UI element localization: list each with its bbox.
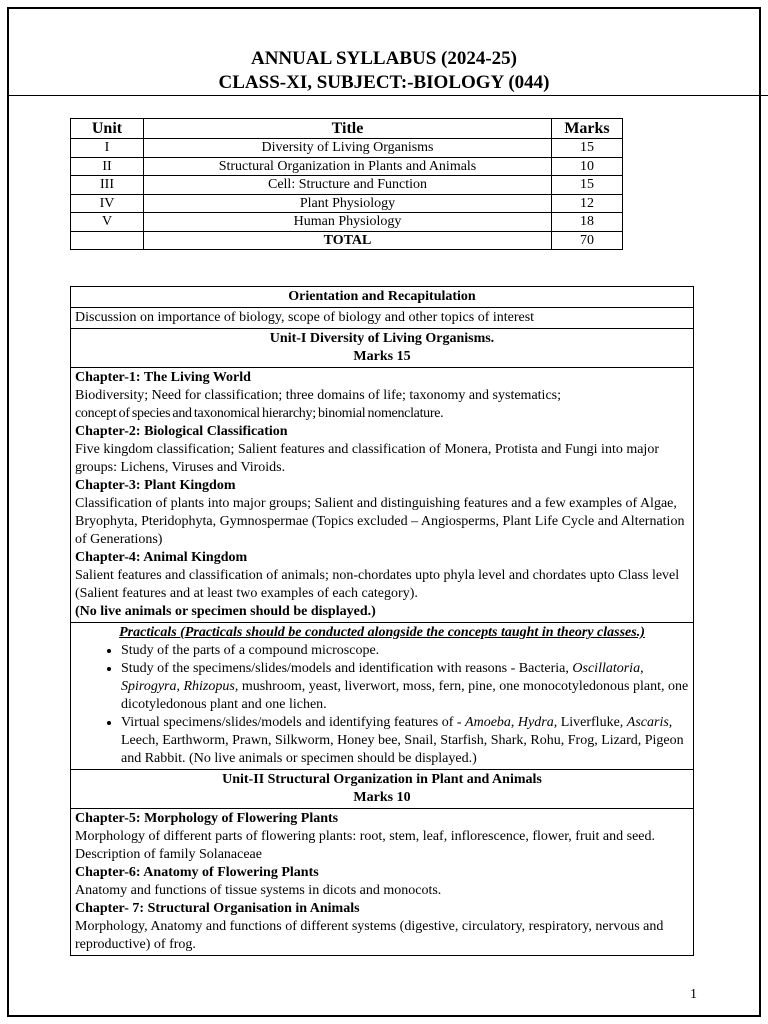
title-cell: Human Physiology	[144, 213, 552, 232]
item-text: , mushroom, yeast, liverwort, moss, fern, pine, one monocotyledonous plant, one dicotyledonous plant and one lichen.	[121, 679, 689, 712]
table-row	[71, 194, 623, 213]
item-text: , Liverfluke,	[553, 715, 627, 730]
table-header-row	[71, 119, 623, 139]
chapter-title: Chapter-6: Anatomy of Flowering Plants	[75, 865, 319, 880]
chapter-text: Anatomy and functions of tissue systems in dicots and monocots.	[75, 883, 442, 898]
unit-content	[71, 367, 693, 622]
total-label: TOTAL	[144, 231, 552, 250]
header-divider	[7, 95, 768, 96]
title-cell: Plant Physiology	[144, 194, 552, 213]
item-italic: Spirogyra	[121, 679, 177, 694]
chapter-text: Biodiversity; Need for classification; three domains of life; taxonomy and systematics;	[75, 388, 561, 403]
item-text: Virtual specimens/slides/models and identifying features of -	[121, 715, 466, 730]
syllabus-box	[70, 286, 694, 956]
unit-cell: I	[71, 139, 144, 158]
chapter-title: Chapter-3: Plant Kingdom	[75, 478, 236, 493]
chapter-text: Morphology, Anatomy and functions of different systems (digestive, circulatory, respiratory, nervous and reproductive) of frog.	[75, 919, 664, 952]
item-text: , Leech, Earthworm, Prawn, Silkworm, Honey bee, Snail, Starfish, Shark, Rohu, Frog, Lizard, Pigeon and Rabbit. (No live animals or specimen should be displayed.)	[121, 715, 684, 766]
item-text: ,	[176, 679, 184, 694]
unit-cell: V	[71, 213, 144, 232]
practicals-section	[71, 622, 693, 769]
chapter-note: (No live animals or specimen should be displayed.)	[75, 604, 376, 619]
item-italic: Rhizopus	[183, 679, 235, 694]
marks-cell: 15	[552, 176, 623, 195]
unit-title: Unit-II Structural Organization in Plant and Animals	[222, 772, 542, 787]
marks-cell: 18	[552, 213, 623, 232]
item-text: Study of the specimens/slides/models and identification with reasons - Bacteria,	[121, 661, 573, 676]
title-cell: Cell: Structure and Function	[144, 176, 552, 195]
item-italic: Hydra	[517, 715, 554, 730]
table-row	[71, 157, 623, 176]
table-row	[71, 139, 623, 158]
chapter-text: Morphology of different parts of flowering plants: root, stem, leaf, inflorescence, flower, fruit and seed. Description of family Solanaceae	[75, 829, 656, 862]
marks-cell: 12	[552, 194, 623, 213]
chapter-text: Salient features and classification of animals; non-chordates upto phyla level and chordates upto Class level (Salient features and at least two examples of each category).	[75, 568, 680, 601]
practicals-heading: Practicals (Practicals should be conducted alongside the concepts taught in theory classes.)	[119, 625, 645, 640]
unit-title: Unit-I Diversity of Living Organisms.	[269, 331, 495, 346]
empty-cell	[71, 231, 144, 250]
orientation-section	[71, 287, 693, 307]
column-header-title: Title	[144, 119, 552, 139]
marks-cell: 15	[552, 139, 623, 158]
list-item	[121, 660, 689, 714]
item-text: ,	[510, 715, 518, 730]
unit-cell: II	[71, 157, 144, 176]
title-cell: Diversity of Living Organisms	[144, 139, 552, 158]
orientation-text: Discussion on importance of biology, scope of biology and other topics of interest	[71, 307, 693, 328]
table-row	[71, 213, 623, 232]
title-cell: Structural Organization in Plants and Animals	[144, 157, 552, 176]
item-italic: Oscillatoria	[572, 661, 641, 676]
chapter-text: concept of species and taxonomical hierarchy; binomial nomenclature.	[75, 406, 444, 421]
unit-marks-table	[70, 118, 623, 250]
column-header-marks: Marks	[552, 119, 623, 139]
item-italic: Amoeba	[465, 715, 511, 730]
unit-cell: IV	[71, 194, 144, 213]
practicals-list	[75, 642, 689, 768]
unit-content	[71, 808, 693, 955]
item-italic: Ascaris	[626, 715, 669, 730]
chapter-title: Chapter-5: Morphology of Flowering Plants	[75, 811, 339, 826]
unit-marks: Marks 10	[353, 790, 411, 805]
list-item: • Study of the parts of a compound microscope.	[121, 642, 689, 660]
unit-heading	[71, 769, 693, 808]
chapter-text: Classification of plants into major groups; Salient and distinguishing features and a few examples of Algae, Bryophyta, Pteridophyta, Gymnospermae (Topics excluded – Angiosperms, Plant Life Cycle and Alternation of Generations)	[75, 496, 685, 547]
column-header-unit: Unit	[71, 119, 144, 139]
list-item	[121, 714, 689, 768]
section-heading: Orientation and Recapitulation	[288, 289, 476, 304]
unit-marks: Marks 15	[353, 349, 411, 364]
page-title: ANNUAL SYLLABUS (2024-25)	[250, 48, 518, 69]
unit-heading	[71, 328, 693, 367]
chapter-title: Chapter-4: Animal Kingdom	[75, 550, 248, 565]
table-row	[71, 176, 623, 195]
marks-cell: 10	[552, 157, 623, 176]
chapter-text: Five kingdom classification; Salient features and classification of Monera, Protista and Fungi into major groups: Lichens, Viruses and Viroids.	[75, 442, 659, 475]
page-subtitle: CLASS-XI, SUBJECT:-BIOLOGY (044)	[218, 72, 550, 93]
chapter-title: Chapter-2: Biological Classification	[75, 424, 288, 439]
total-row	[71, 231, 623, 250]
page-number: 1	[690, 987, 697, 1002]
chapter-title: Chapter-1: The Living World	[75, 370, 251, 385]
item-text: ,	[640, 661, 644, 676]
chapter-title: Chapter- 7: Structural Organisation in Animals	[75, 901, 360, 916]
unit-cell: III	[71, 176, 144, 195]
total-value: 70	[552, 231, 623, 250]
